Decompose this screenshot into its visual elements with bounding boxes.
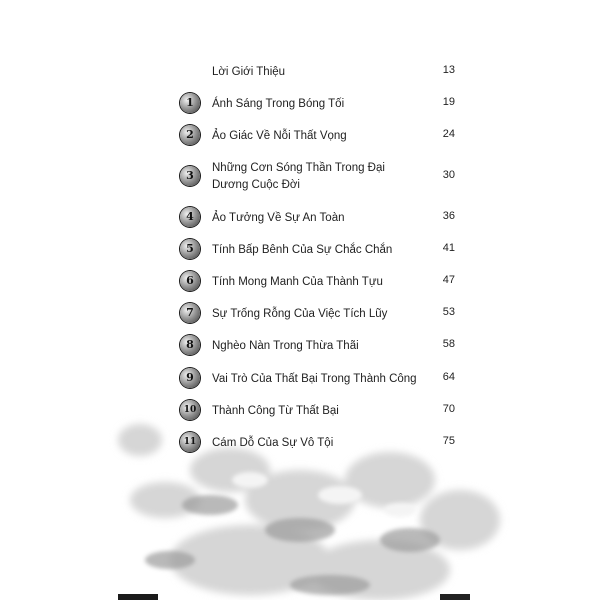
toc-entry-title: Ảo Tưởng Về Sự An Toàn (212, 212, 345, 224)
toc-entry-page: 13 (442, 64, 455, 76)
chapter-number-badge: 3 (180, 166, 200, 186)
toc-entry-page: 41 (442, 242, 455, 254)
chapter-number-badge: 4 (180, 207, 200, 227)
toc-entry-title: Tính Mong Manh Của Thành Tựu (212, 276, 383, 288)
toc-entry-title: Tính Bấp Bênh Của Sự Chắc Chắn (212, 244, 393, 256)
toc-entry-page: 47 (442, 274, 455, 286)
toc-entry-title: Sự Trống Rỗng Của Việc Tích Lũy (212, 308, 388, 320)
chapter-number-badge: 1 (180, 93, 200, 113)
toc-entry-title: Những Cơn Sóng Thần Trong Đại Dương Cuộc Đời (212, 162, 385, 191)
toc-entry-title: Thành Công Từ Thất Bại (212, 405, 339, 417)
toc-entry-page: 19 (442, 96, 455, 108)
chapter-number-badge: 8 (180, 335, 200, 355)
chapter-number-badge: 6 (180, 271, 200, 291)
chapter-number-badge: 9 (180, 368, 200, 388)
toc-entry-title: Lời Giới Thiệu (212, 66, 286, 78)
chapter-number-badge: 2 (180, 125, 200, 145)
toc-entry-title: Ánh Sáng Trong Bóng Tối (212, 98, 345, 110)
toc-entry-page: 36 (442, 210, 455, 222)
toc-entry-title: Ảo Giác Về Nỗi Thất Vọng (212, 130, 347, 142)
toc-entry-title: Cám Dỗ Của Sự Vô Tội (212, 437, 334, 449)
toc-entry-title: Nghèo Nàn Trong Thừa Thãi (212, 340, 359, 352)
toc-entry-page: 70 (442, 403, 455, 415)
toc-entry-page: 75 (442, 435, 455, 447)
toc-entry-page: 64 (442, 371, 455, 383)
chapter-number-badge: 11 (180, 432, 200, 452)
toc-entry-page: 58 (442, 338, 455, 350)
toc-entry-page: 53 (442, 306, 455, 318)
chapter-number-badge: 5 (180, 239, 200, 259)
chapter-number-badge: 10 (180, 400, 200, 420)
toc-entry-page: 24 (442, 128, 455, 140)
toc-entry-page: 30 (442, 169, 455, 181)
chapter-number-badge: 7 (180, 303, 200, 323)
toc-entry-title: Vai Trò Của Thất Bại Trong Thành Công (212, 373, 417, 385)
